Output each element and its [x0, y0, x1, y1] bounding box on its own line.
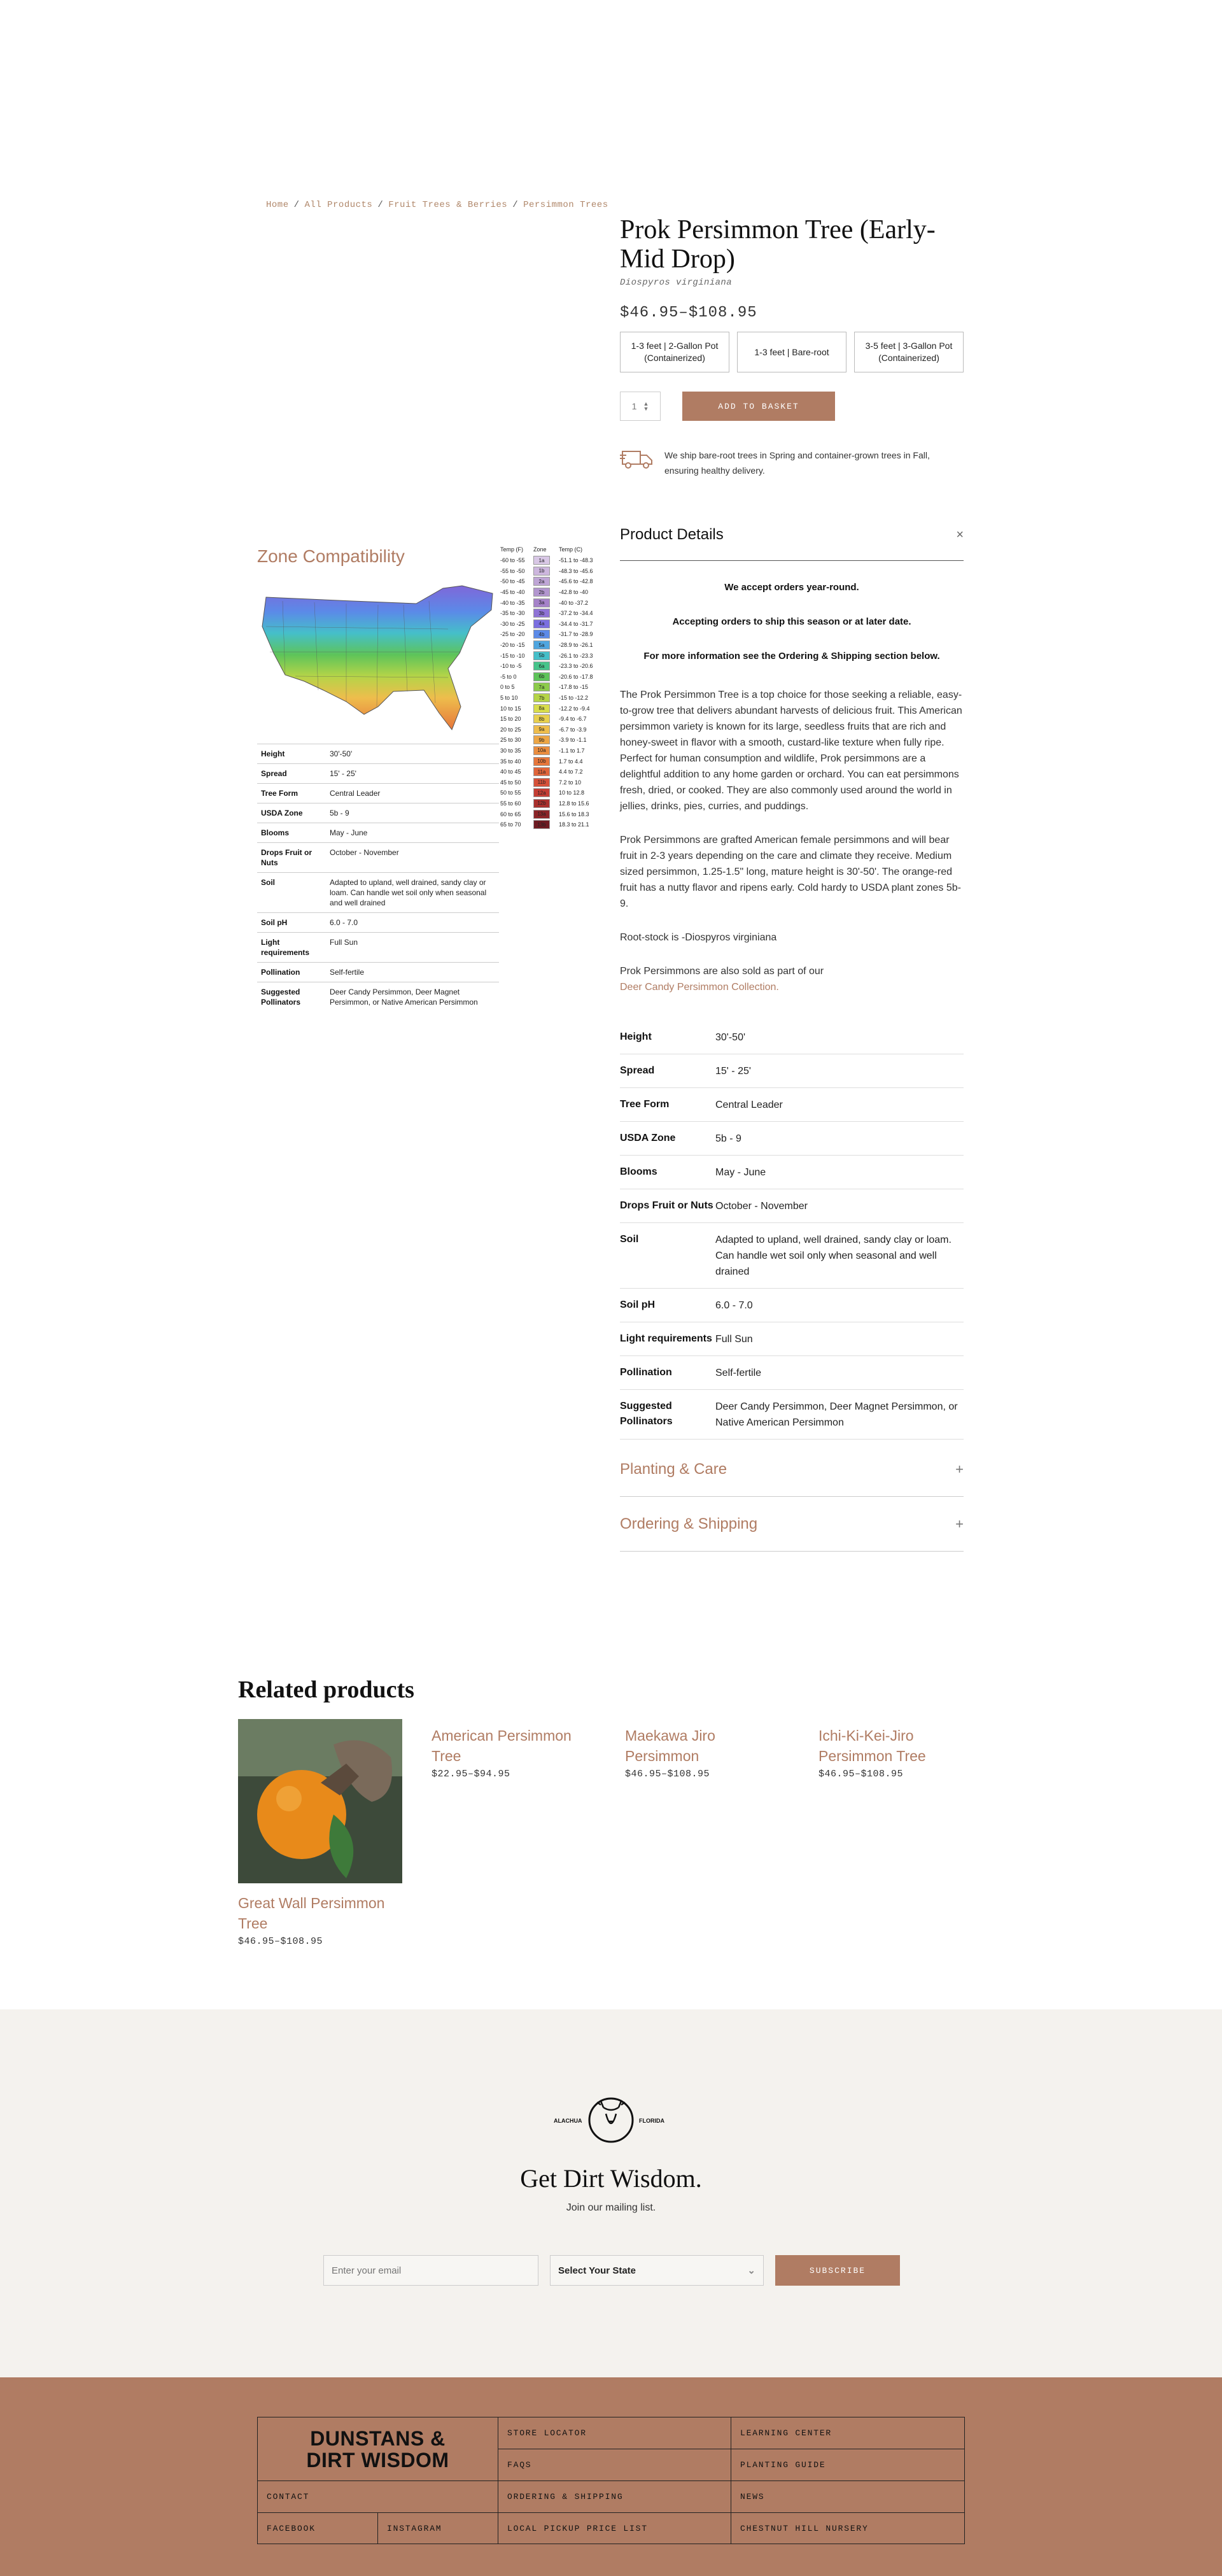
legend-zone-cell [533, 746, 556, 755]
zone-legend [500, 546, 598, 830]
legend-zone-cell [533, 799, 556, 808]
legend-header-temp-f: Temp (F) [500, 546, 523, 553]
state-select[interactable] [550, 2255, 764, 2286]
quantity-value: 1 [631, 401, 637, 411]
legend-temp-c: -1.1 to 1.7 [559, 747, 585, 754]
spec-value: Central Leader [715, 1100, 783, 1110]
zone-swatch: 13a [533, 810, 550, 819]
newsletter-form [323, 2255, 900, 2286]
truck-icon [620, 448, 654, 471]
legend-temp-f: 25 to 30 [500, 737, 521, 744]
legend-temp-c: -48.3 to -45.6 [559, 567, 593, 574]
state-select-label: Select Your State [558, 2265, 636, 2276]
spec-label: Light requirements [261, 938, 310, 957]
emblem-right-text: FLORIDA [639, 2118, 664, 2124]
spec-row [257, 912, 499, 932]
zone-legend-row [500, 735, 598, 746]
zone-legend-header [500, 546, 598, 555]
zone-swatch: 8a [533, 704, 550, 713]
accordion [620, 1442, 964, 1552]
legend-temp-f: 0 to 5 [500, 684, 515, 691]
zone-swatch: 11b [533, 778, 550, 787]
collection-note-text: Prok Persimmons are also sold as part of our [620, 966, 824, 977]
legend-zone-cell [533, 725, 556, 734]
legend-temp-f: 65 to 70 [500, 821, 521, 828]
legend-temp-f: 20 to 25 [500, 726, 521, 733]
spec-label: Blooms [620, 1166, 657, 1177]
footer-link-news[interactable]: NEWS [731, 2481, 964, 2513]
subscribe-button[interactable]: SUBSCRIBE [775, 2255, 900, 2286]
spec-row [257, 982, 499, 1012]
zone-legend-row [500, 756, 598, 767]
legend-zone-cell [533, 556, 556, 565]
spec-label: Soil pH [261, 918, 288, 927]
product-card[interactable] [238, 1719, 402, 1947]
legend-temp-f: 10 to 15 [500, 705, 521, 712]
legend-header-temp-c: Temp (C) [559, 546, 583, 553]
breadcrumb-separator: / [377, 200, 384, 210]
spec-row [257, 962, 499, 982]
zone-legend-row [500, 587, 598, 598]
collection-note [620, 963, 964, 995]
legend-temp-f: -20 to -15 [500, 642, 525, 649]
product-card-price: $46.95–$108.95 [238, 1936, 323, 1947]
spec-value: 6.0 - 7.0 [715, 1300, 753, 1311]
spec-row [257, 783, 499, 803]
stepper-arrows-icon[interactable]: ▲ ▼ [643, 400, 649, 412]
chevron-down-icon: ⌄ [747, 2265, 755, 2276]
spec-label: Soil [261, 878, 276, 887]
rootstock-note: Root-stock is -Diospyros virginiana [620, 932, 777, 943]
legend-zone-cell [533, 630, 556, 639]
zone-swatch: 10b [533, 757, 550, 766]
legend-temp-c: -34.4 to -31.7 [559, 620, 593, 627]
legend-temp-c: 4.4 to 7.2 [559, 768, 583, 775]
legend-temp-c: -3.9 to -1.1 [559, 737, 587, 744]
legend-temp-c: -23.3 to -20.6 [559, 663, 593, 670]
legend-temp-f: 55 to 60 [500, 800, 521, 807]
variant-options [620, 332, 964, 372]
breadcrumb-separator: / [293, 200, 300, 210]
legend-temp-f: -10 to -5 [500, 663, 522, 670]
spec-row [620, 1322, 964, 1356]
emblem-left-text: ALACHUA [554, 2118, 582, 2124]
spec-value: Deer Candy Persimmon, Deer Magnet Persimmon, or Native American Persimmon [330, 987, 478, 1007]
legend-zone-cell [533, 820, 556, 829]
zone-swatch: 8b [533, 714, 550, 723]
spec-label: Tree Form [620, 1099, 670, 1110]
legend-zone-cell [533, 704, 556, 713]
spec-value: Adapted to upland, well drained, sandy clay or loam. Can handle wet soil only when seasonal and well drained [330, 878, 487, 907]
legend-temp-c: -45.6 to -42.8 [559, 578, 593, 585]
legend-temp-c: -40 to -37.2 [559, 599, 589, 606]
zone-swatch: 12b [533, 799, 550, 808]
zone-legend-row [500, 725, 598, 735]
legend-temp-f: -35 to -30 [500, 610, 525, 617]
zone-legend-row [500, 714, 598, 725]
legend-temp-f: -40 to -35 [500, 599, 525, 606]
spec-row [257, 842, 499, 872]
shipping-note [620, 448, 964, 478]
legend-zone-cell [533, 778, 556, 787]
zone-swatch: 3a [533, 598, 550, 607]
legend-zone-cell [533, 651, 556, 660]
spec-row [257, 823, 499, 842]
zone-legend-row [500, 809, 598, 819]
legend-temp-f: 15 to 20 [500, 716, 521, 723]
spec-row [620, 1021, 964, 1054]
legend-temp-c: 1.7 to 4.4 [559, 758, 583, 765]
zone-legend-row [500, 693, 598, 704]
legend-temp-f: -5 to 0 [500, 673, 517, 680]
footer-link-store-locator[interactable]: STORE LOCATOR [498, 2417, 731, 2449]
breadcrumb-home[interactable]: Home [266, 200, 289, 210]
collection-link[interactable]: Deer Candy Persimmon Collection. [620, 982, 779, 993]
legend-temp-c: -31.7 to -28.9 [559, 631, 593, 638]
quantity-stepper[interactable] [620, 392, 661, 421]
legend-temp-c: -9.4 to -6.7 [559, 716, 587, 723]
legend-temp-c: 18.3 to 21.1 [559, 821, 589, 828]
zone-swatch: 4b [533, 630, 550, 639]
legend-zone-cell [533, 598, 556, 607]
legend-temp-f: 45 to 50 [500, 779, 521, 786]
newsletter-title: Get Dirt Wisdom. [520, 2164, 702, 2193]
legend-zone-cell [533, 810, 556, 819]
description-paragraph: Prok Persimmons are grafted American female persimmons and will bear fruit in 2-3 years depending on the care and climate they receive. Medium sized persimmon, 1.25-1.5" long, mature height is 30'-50'. The orange-red fruit has a nutty flavor and ripens early. Cold hardy to USDA plant zones 5b-9. [620, 835, 961, 909]
zone-swatch: 9a [533, 725, 550, 734]
product-image[interactable] [238, 1719, 402, 1883]
spec-row [257, 932, 499, 962]
legend-temp-f: 50 to 55 [500, 789, 521, 796]
legend-temp-c: -20.6 to -17.8 [559, 673, 593, 680]
zone-swatch: 5b [533, 651, 550, 660]
footer-link-faqs[interactable]: FAQS [498, 2449, 731, 2481]
legend-zone-cell [533, 788, 556, 797]
product-card[interactable] [625, 1719, 789, 1947]
product-card-price: $46.95–$108.95 [625, 1769, 710, 1780]
legend-temp-c: 7.2 to 10 [559, 779, 582, 786]
spec-row [620, 1088, 964, 1122]
product-card-name[interactable]: American Persimmon Tree [432, 1727, 572, 1764]
footer-logo[interactable] [258, 2417, 498, 2481]
legend-zone-cell [533, 577, 556, 586]
footer-link-facebook[interactable]: FACEBOOK [258, 2513, 378, 2544]
zone-swatch: 10a [533, 746, 550, 755]
zone-legend-row [500, 672, 598, 683]
zone-swatch: 11a [533, 767, 550, 776]
accordion-planting-care[interactable] [620, 1442, 964, 1497]
zone-swatch: 2a [533, 577, 550, 586]
details-header[interactable] [620, 526, 964, 561]
spec-row [257, 763, 499, 783]
spec-value: 5b - 9 [330, 809, 349, 817]
zone-swatch: 2b [533, 588, 550, 597]
order-notice: We accept orders year-round. [724, 582, 859, 593]
buy-row [620, 392, 964, 421]
zone-legend-rows [500, 555, 598, 830]
spec-label: Soil [620, 1234, 639, 1245]
legend-temp-c: -17.8 to -15 [559, 684, 589, 691]
spec-label: Suggested Pollinators [620, 1401, 673, 1427]
legend-temp-c: 12.8 to 15.6 [559, 800, 589, 807]
breadcrumb-category[interactable]: Fruit Trees & Berries [388, 200, 508, 210]
plus-icon[interactable]: + [955, 1461, 964, 1477]
spec-value: 15' - 25' [715, 1066, 751, 1077]
zone-legend-row [500, 619, 598, 630]
spec-value: Self-fertile [715, 1368, 762, 1378]
spec-table [620, 1021, 964, 1440]
spec-value: May - June [330, 828, 368, 837]
zone-swatch: 13b [533, 820, 550, 829]
zone-swatch: 6a [533, 662, 550, 670]
zone-legend-row [500, 650, 598, 661]
spec-row [620, 1122, 964, 1156]
zone-legend-row [500, 608, 598, 619]
legend-temp-f: -55 to -50 [500, 567, 525, 574]
spec-label: Spread [261, 769, 287, 778]
zone-legend-row [500, 777, 598, 788]
spec-value: 5b - 9 [715, 1133, 741, 1144]
zone-legend-row [500, 640, 598, 651]
spec-value: October - November [330, 848, 399, 857]
product-latin-name: Diospyros virginiana [620, 278, 733, 288]
footer-link-planting-guide[interactable]: PLANTING GUIDE [731, 2449, 964, 2481]
related-products-title: Related products [238, 1676, 414, 1703]
zone-swatch: 3b [533, 609, 550, 618]
zone-legend-row [500, 819, 598, 830]
legend-temp-c: -26.1 to -23.3 [559, 652, 593, 659]
zone-legend-row [500, 703, 598, 714]
zone-legend-row [500, 566, 598, 577]
spec-label: Pollination [261, 968, 300, 977]
legend-zone-cell [533, 693, 556, 702]
product-title: Prok Persimmon Tree (Early-Mid Drop) [620, 215, 936, 274]
zone-legend-row [500, 767, 598, 777]
spec-value: 15' - 25' [330, 769, 356, 778]
zone-legend-row [500, 555, 598, 566]
footer-link-instagram[interactable]: INSTAGRAM [378, 2513, 498, 2544]
spec-row [620, 1390, 964, 1440]
product-card-price: $22.95–$94.95 [432, 1769, 510, 1780]
spec-label: Blooms [261, 828, 290, 837]
description-paragraph: The Prok Persimmon Tree is a top choice for those seeking a reliable, easy-to-grow tree that delivers abundant harvests of delicious fruit. This American persimmon variety is known for its large, seedless fruits that are rich and honey-sweet in flavor with a smooth, custard-like texture when fully ripe. Perfect for human consumption and wildlife, Prok persimmons are a delightful addition to any home garden or orchard. You can eat persimmons fresh, dried, or cooked. They are also commonly used around the world in jellies, drinks, pies, curries, and puddings. [620, 690, 962, 812]
legend-temp-c: -6.7 to -3.9 [559, 726, 587, 733]
spec-label: Soil pH [620, 1299, 656, 1310]
spec-row [257, 872, 499, 912]
variant-option[interactable]: 1-3 feet | 2-Gallon Pot (Containerized) [620, 332, 729, 372]
spec-row [620, 1189, 964, 1223]
zone-swatch: 1b [533, 567, 550, 576]
footer-logo-line: DUNSTANS & [310, 2426, 446, 2450]
legend-temp-f: 5 to 10 [500, 695, 518, 702]
spec-value: Full Sun [330, 938, 358, 947]
legend-zone-cell [533, 609, 556, 618]
breadcrumb [266, 200, 608, 210]
usda-zone-map [257, 582, 499, 735]
spec-label: USDA Zone [620, 1133, 676, 1143]
zone-swatch: 6b [533, 672, 550, 681]
legend-temp-f: -15 to -10 [500, 652, 525, 659]
legend-temp-c: -42.8 to -40 [559, 589, 589, 596]
zone-swatch: 7a [533, 683, 550, 691]
spec-value: 6.0 - 7.0 [330, 918, 358, 927]
product-card-name[interactable]: Great Wall Persimmon Tree [238, 1895, 385, 1932]
footer-link-ordering-shipping[interactable]: ORDERING & SHIPPING [498, 2481, 731, 2513]
newsletter-subtitle: Join our mailing list. [566, 2202, 656, 2213]
zone-legend-row [500, 788, 598, 798]
product-card[interactable] [432, 1719, 596, 1947]
deer-emblem-logo [547, 2088, 675, 2152]
zone-swatch: 12a [533, 788, 550, 797]
zone-swatch: 7b [533, 693, 550, 702]
footer-link-chestnut-hill[interactable]: CHESTNUT HILL NURSERY [740, 2523, 869, 2533]
related-products [238, 1719, 984, 1947]
legend-zone-cell [533, 767, 556, 776]
zone-swatch: 4a [533, 619, 550, 628]
spec-value: 30'-50' [715, 1032, 746, 1043]
spec-label: Height [620, 1031, 652, 1042]
legend-zone-cell [533, 588, 556, 597]
product-card-name[interactable]: Ichi-Ki-Kei-Jiro Persimmon Tree [818, 1727, 926, 1764]
footer-grid [257, 2417, 965, 2544]
legend-temp-c: -15 to -12.2 [559, 695, 589, 702]
zone-legend-row [500, 746, 598, 756]
footer-link-learning-center[interactable]: LEARNING CENTER [731, 2417, 964, 2449]
breadcrumb-all-products[interactable]: All Products [304, 200, 373, 210]
legend-temp-f: 40 to 45 [500, 768, 521, 775]
legend-zone-cell [533, 567, 556, 576]
spec-label: Pollination [620, 1367, 672, 1378]
legend-zone-cell [533, 735, 556, 744]
legend-temp-f: 30 to 35 [500, 747, 521, 754]
footer-link-contact[interactable]: CONTACT [258, 2481, 498, 2513]
spec-value: 30'-50' [330, 749, 353, 758]
product-price: $46.95–$108.95 [620, 304, 757, 322]
breadcrumb-subcategory[interactable]: Persimmon Trees [523, 200, 608, 210]
zone-compatibility [257, 546, 598, 1007]
legend-temp-f: 35 to 40 [500, 758, 521, 765]
newsletter-section [0, 2009, 1222, 2377]
legend-temp-f: -25 to -20 [500, 631, 525, 638]
legend-temp-c: 10 to 12.8 [559, 789, 585, 796]
spec-value: Adapted to upland, well drained, sandy clay or loam. Can handle wet soil only when seasonal and well drained [715, 1235, 952, 1277]
zone-legend-row [500, 576, 598, 587]
site-footer [0, 2377, 1222, 2576]
zone-legend-row [500, 661, 598, 672]
zone-spec-table [257, 744, 499, 1012]
legend-temp-c: -37.2 to -34.4 [559, 610, 593, 617]
shipping-note-text: We ship bare-root trees in Spring and container-grown trees in Fall, ensuring healthy delivery. [664, 450, 930, 476]
legend-zone-cell [533, 757, 556, 766]
spec-label: Suggested Pollinators [261, 987, 301, 1007]
product-details-panel [620, 526, 964, 1552]
spec-row [620, 1289, 964, 1322]
order-notice: For more information see the Ordering & Shipping section below. [643, 651, 940, 662]
legend-temp-f: -30 to -25 [500, 620, 525, 627]
spec-value: Central Leader [330, 789, 381, 798]
legend-zone-cell [533, 640, 556, 649]
legend-temp-f: -50 to -45 [500, 578, 525, 585]
legend-temp-c: -28.9 to -26.1 [559, 642, 593, 649]
zone-legend-row [500, 798, 598, 809]
zone-title: Zone Compatibility [257, 546, 405, 566]
legend-temp-f: -60 to -55 [500, 557, 525, 564]
zone-legend-row [500, 597, 598, 608]
breadcrumb-separator: / [512, 200, 519, 210]
accordion-title: Planting & Care [620, 1460, 727, 1478]
legend-zone-cell [533, 619, 556, 628]
product-card-name[interactable]: Maekawa Jiro Persimmon [625, 1727, 715, 1764]
zone-legend-row [500, 629, 598, 640]
zone-swatch: 9b [533, 735, 550, 744]
legend-temp-c: -12.2 to -9.4 [559, 705, 590, 712]
zone-swatch: 5a [533, 640, 550, 649]
legend-temp-c: 15.6 to 18.3 [559, 810, 589, 817]
spec-row [620, 1223, 964, 1289]
spec-row [620, 1356, 964, 1390]
legend-zone-cell [533, 714, 556, 723]
details-title: Product Details [620, 526, 724, 543]
legend-temp-c: -51.1 to -48.3 [559, 557, 593, 564]
plus-icon[interactable]: + [955, 1515, 964, 1532]
spec-label: Drops Fruit or Nuts [620, 1200, 713, 1211]
accordion-ordering-shipping[interactable] [620, 1497, 964, 1552]
spec-row [257, 744, 499, 763]
spec-label: USDA Zone [261, 809, 303, 817]
legend-zone-cell [533, 662, 556, 670]
zone-swatch: 1a [533, 556, 550, 565]
spec-value: Full Sun [715, 1334, 753, 1345]
variant-option[interactable]: 3-5 feet | 3-Gallon Pot (Containerized) [854, 332, 964, 372]
legend-zone-cell [533, 672, 556, 681]
add-to-basket-button[interactable]: ADD TO BASKET [682, 392, 835, 421]
legend-zone-cell [533, 683, 556, 691]
order-notice: Accepting orders to ship this season or at later date. [672, 616, 911, 627]
spec-value: October - November [715, 1201, 808, 1212]
spec-value: Self-fertile [330, 968, 365, 977]
spec-label: Light requirements [620, 1333, 712, 1344]
legend-header-zone: Zone [533, 546, 547, 553]
product-card[interactable] [818, 1719, 983, 1947]
legend-temp-f: 60 to 65 [500, 810, 521, 817]
accordion-title: Ordering & Shipping [620, 1515, 758, 1532]
footer-link-local-pickup[interactable]: LOCAL PICKUP PRICE LIST [498, 2513, 731, 2544]
variant-option[interactable]: 1-3 feet | Bare-root [737, 332, 846, 372]
spec-label: Spread [620, 1065, 655, 1076]
product-info [620, 215, 964, 478]
spec-value: Deer Candy Persimmon, Deer Magnet Persimmon, or Native American Persimmon [715, 1401, 958, 1428]
spec-label: Tree Form [261, 789, 298, 798]
spec-row [257, 803, 499, 823]
footer-logo-line: DIRT WISDOM [306, 2448, 449, 2472]
email-input[interactable] [323, 2255, 538, 2286]
spec-value: May - June [715, 1167, 766, 1178]
spec-row [620, 1156, 964, 1189]
spec-label: Drops Fruit or Nuts [261, 848, 312, 867]
legend-temp-f: -45 to -40 [500, 589, 525, 596]
zone-legend-row [500, 682, 598, 693]
spec-label: Height [261, 749, 285, 758]
product-card-price: $46.95–$108.95 [818, 1769, 904, 1780]
spec-row [620, 1054, 964, 1088]
close-icon[interactable]: × [956, 527, 964, 542]
